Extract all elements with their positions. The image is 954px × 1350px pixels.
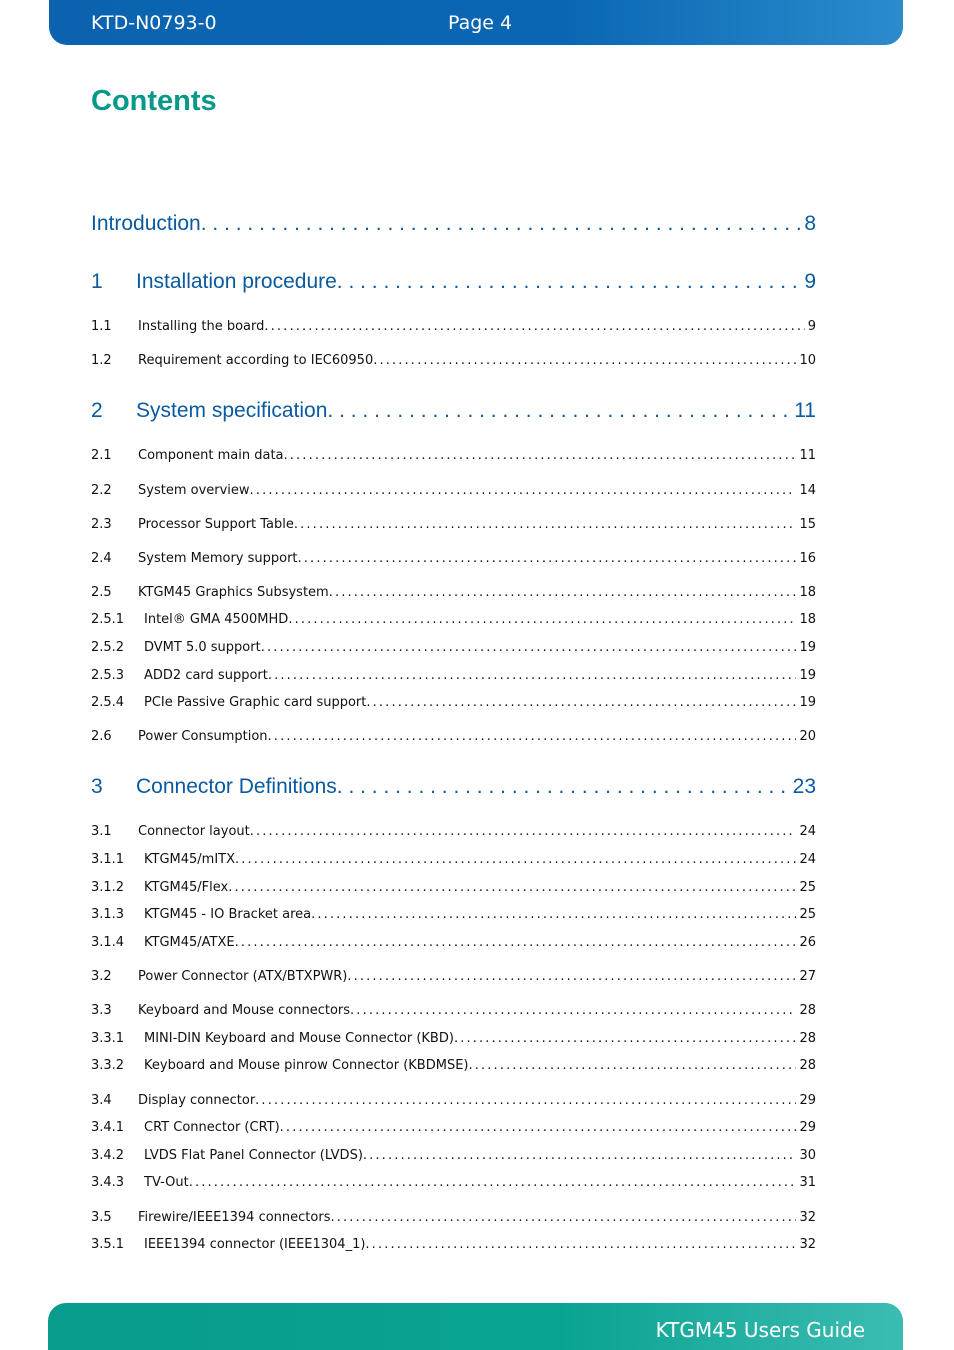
toc-entry[interactable]: [91, 319, 816, 334]
toc-entry-title: KTGM45/ATXE: [144, 935, 235, 950]
toc-entry-number: 2.1: [91, 448, 112, 463]
guide-title: KTGM45 Users Guide: [655, 1318, 865, 1342]
toc-entry-title: Keyboard and Mouse pinrow Connector (KBDMSE): [144, 1058, 469, 1073]
toc-entry-title: Intel® GMA 4500MHD: [144, 612, 289, 627]
toc-entry-page: 30: [799, 1148, 816, 1163]
toc-entry-title: System Memory support: [138, 551, 298, 566]
toc-entry-number: 2.4: [91, 551, 112, 566]
toc-entry-page: 29: [799, 1093, 816, 1108]
toc-entry[interactable]: [91, 824, 816, 839]
toc-entry-title: Firewire/IEEE1394 connectors: [138, 1210, 331, 1225]
toc-entry-page: 8: [804, 212, 816, 235]
toc-entry-title: Introduction: [91, 212, 201, 235]
toc-leader-dots: [329, 585, 797, 600]
toc-entry-title: Connector Definitions: [136, 775, 337, 798]
toc-entry-number: 3.1.3: [91, 907, 125, 922]
toc-entry-page: 18: [799, 585, 816, 600]
toc-entry-title: KTGM45/mITX: [144, 852, 236, 867]
toc-entry-number: 3.3.2: [91, 1058, 125, 1073]
toc-leader-dots: [373, 353, 796, 368]
toc-leader-dots: [235, 852, 796, 867]
toc-entry-title: System specification: [136, 399, 328, 422]
toc-entry-title: Power Connector (ATX/BTXPWR): [138, 969, 348, 984]
toc-leader-dots: [327, 399, 791, 423]
toc-entry-number: 2.6: [91, 729, 112, 744]
toc-entry-title: DVMT 5.0 support: [144, 640, 261, 655]
toc-entry-number: 3.4.3: [91, 1175, 125, 1190]
toc-entry-page: 18: [799, 612, 816, 627]
toc-entry-title: Power Consumption: [138, 729, 268, 744]
toc-entry-page: 19: [799, 695, 816, 710]
toc-entry-title: CRT Connector (CRT): [144, 1120, 280, 1135]
toc-entry-number: 3.2: [91, 969, 112, 984]
toc-entry[interactable]: [91, 212, 816, 236]
toc-entry[interactable]: [91, 448, 816, 463]
toc-entry-title: Component main data: [138, 448, 284, 463]
toc-entry[interactable]: [91, 880, 816, 895]
toc-entry-number: 1: [91, 270, 103, 293]
toc-entry-title: Processor Support Table: [138, 517, 294, 532]
toc-leader-dots: [337, 775, 790, 799]
toc-entry-page: 9: [807, 319, 816, 334]
toc-entry-title: TV-Out: [144, 1175, 189, 1190]
toc-entry-number: 2.5.4: [91, 695, 125, 710]
toc-leader-dots: [365, 1237, 796, 1252]
toc-entry[interactable]: [91, 483, 816, 498]
toc-entry[interactable]: [91, 1210, 816, 1225]
toc-entry[interactable]: [91, 517, 816, 532]
toc-entry-page: 25: [799, 907, 816, 922]
toc-leader-dots: [268, 729, 797, 744]
toc-entry-number: 2.3: [91, 517, 112, 532]
toc-entry[interactable]: [91, 969, 816, 984]
toc-entry[interactable]: [91, 1093, 816, 1108]
toc-entry[interactable]: [91, 907, 816, 922]
toc-entry[interactable]: [91, 1031, 816, 1046]
toc-entry[interactable]: [91, 1148, 816, 1163]
toc-leader-dots: [330, 1210, 796, 1225]
toc-entry-number: 3: [91, 775, 103, 798]
toc-leader-dots: [337, 270, 802, 294]
toc-leader-dots: [347, 969, 796, 984]
toc-entry[interactable]: [91, 612, 816, 627]
document-id: KTD-N0793-0: [91, 12, 217, 34]
page-title: Contents: [91, 85, 217, 117]
toc-entry-page: 26: [799, 935, 816, 950]
toc-leader-dots: [280, 1120, 797, 1135]
toc-entry-title: KTGM45 - IO Bracket area: [144, 907, 312, 922]
toc-entry-number: 3.3.1: [91, 1031, 125, 1046]
toc-entry-page: 19: [799, 640, 816, 655]
toc-entry-title: Display connector: [138, 1093, 256, 1108]
toc-entry-page: 28: [799, 1031, 816, 1046]
toc-entry[interactable]: [91, 551, 816, 566]
toc-entry-number: 3.4: [91, 1093, 112, 1108]
toc-entry-number: 2.5.2: [91, 640, 125, 655]
toc-entry[interactable]: [91, 729, 816, 744]
toc-leader-dots: [294, 517, 797, 532]
toc-leader-dots: [350, 1003, 796, 1018]
toc-entry-title: MINI-DIN Keyboard and Mouse Connector (KBD): [144, 1031, 454, 1046]
toc-entry-title: PCIe Passive Graphic card support: [144, 695, 367, 710]
toc-leader-dots: [228, 880, 796, 895]
toc-leader-dots: [284, 448, 797, 463]
toc-entry-page: 28: [799, 1003, 816, 1018]
toc-entry-page: 31: [799, 1175, 816, 1190]
toc-entry-page: 25: [799, 880, 816, 895]
toc-entry-page: 19: [799, 668, 816, 683]
toc-entry-page: 24: [799, 852, 816, 867]
toc-entry[interactable]: [91, 668, 816, 683]
toc-entry-number: 2.5: [91, 585, 112, 600]
toc-entry-title: KTGM45 Graphics Subsystem: [138, 585, 329, 600]
toc-entry[interactable]: [91, 640, 816, 655]
toc-entry[interactable]: [91, 852, 816, 867]
toc-leader-dots: [268, 668, 797, 683]
toc-entry[interactable]: [91, 1058, 816, 1073]
toc-entry-title: LVDS Flat Panel Connector (LVDS): [144, 1148, 363, 1163]
toc-entry-number: 3.4.1: [91, 1120, 125, 1135]
toc-entry-number: 3.1.4: [91, 935, 125, 950]
page-footer: [48, 1303, 903, 1350]
page-number: Page 4: [448, 12, 513, 34]
toc-entry-title: IEEE1394 connector (IEEE1304_1): [144, 1237, 366, 1252]
toc-entry-title: ADD2 card support: [144, 668, 268, 683]
toc-leader-dots: [288, 612, 796, 627]
toc-entry[interactable]: [91, 1120, 816, 1135]
toc-leader-dots: [454, 1031, 797, 1046]
toc-entry[interactable]: [91, 353, 816, 368]
toc-leader-dots: [366, 695, 796, 710]
toc-entry[interactable]: [91, 695, 816, 710]
toc-entry-page: 27: [799, 969, 816, 984]
toc-entry-number: 2.5.3: [91, 668, 125, 683]
toc-leader-dots: [250, 824, 797, 839]
toc-entry-number: 2.5.1: [91, 612, 125, 627]
toc-leader-dots: [298, 551, 797, 566]
toc-entry-number: 3.4.2: [91, 1148, 125, 1163]
toc-entry[interactable]: [91, 585, 816, 600]
toc-entry-page: 24: [799, 824, 816, 839]
toc-entry-title: Installing the board: [138, 319, 265, 334]
toc-entry-title: Requirement according to IEC60950: [138, 353, 374, 368]
toc-entry-page: 32: [799, 1237, 816, 1252]
toc-entry-title: KTGM45/Flex: [144, 880, 229, 895]
toc-entry[interactable]: [91, 1003, 816, 1018]
toc-entry[interactable]: [91, 399, 816, 423]
toc-entry-page: 28: [799, 1058, 816, 1073]
toc-leader-dots: [363, 1148, 797, 1163]
toc-entry-page: 32: [799, 1210, 816, 1225]
toc-entry-page: 11: [799, 448, 816, 463]
toc-entry-number: 2: [91, 399, 103, 422]
toc-leader-dots: [235, 935, 797, 950]
toc-leader-dots: [255, 1093, 796, 1108]
toc-entry-page: 14: [799, 483, 816, 498]
toc-entry-title: System overview: [138, 483, 250, 498]
toc-leader-dots: [189, 1175, 797, 1190]
toc-leader-dots: [264, 319, 804, 334]
toc-entry-page: 11: [794, 399, 816, 422]
toc-entry-page: 15: [799, 517, 816, 532]
toc-entry[interactable]: [91, 775, 816, 799]
toc-entry-page: 9: [804, 270, 816, 293]
toc-entry[interactable]: [91, 935, 816, 950]
toc-leader-dots: [261, 640, 797, 655]
toc-entry-page: 16: [799, 551, 816, 566]
toc-entry-page: 20: [799, 729, 816, 744]
toc-entry[interactable]: [91, 270, 816, 294]
toc-entry-page: 23: [792, 775, 816, 798]
toc-entry-number: 3.5.1: [91, 1237, 125, 1252]
toc-entry-number: 1.2: [91, 353, 112, 368]
toc-entry-page: 29: [799, 1120, 816, 1135]
toc-entry-number: 3.1.2: [91, 880, 125, 895]
toc-leader-dots: [311, 907, 796, 922]
toc-entry[interactable]: [91, 1237, 816, 1252]
toc-entry-number: 3.1.1: [91, 852, 125, 867]
toc-leader-dots: [201, 212, 802, 236]
toc-entry-number: 3.1: [91, 824, 112, 839]
toc-entry-title: Connector layout: [138, 824, 250, 839]
toc-entry-title: Keyboard and Mouse connectors: [138, 1003, 351, 1018]
toc-entry-number: 2.2: [91, 483, 112, 498]
toc-entry-title: Installation procedure: [136, 270, 337, 293]
toc-entry-page: 10: [799, 353, 816, 368]
toc-entry[interactable]: [91, 1175, 816, 1190]
toc-entry-number: 3.5: [91, 1210, 112, 1225]
toc-entry-number: 3.3: [91, 1003, 112, 1018]
toc-leader-dots: [250, 483, 797, 498]
toc-entry-number: 1.1: [91, 319, 112, 334]
toc-leader-dots: [469, 1058, 797, 1073]
